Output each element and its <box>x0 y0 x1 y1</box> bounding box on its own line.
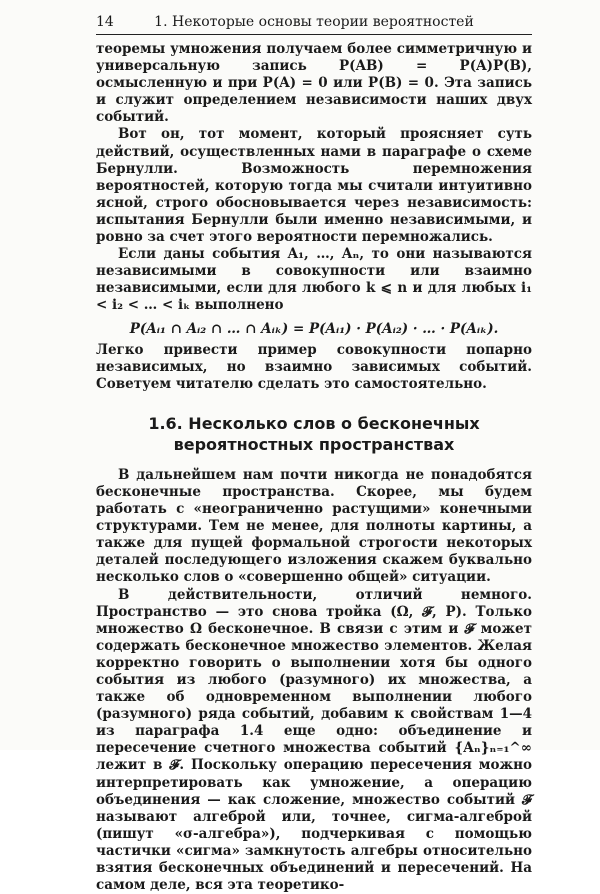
formula: P(Aᵢ₁ ∩ Aᵢ₂ ∩ … ∩ Aᵢₖ) = P(Aᵢ₁) · P(Aᵢ₂) · … · P(Aᵢₖ). <box>129 320 499 337</box>
running-header <box>96 12 532 35</box>
paragraph: В действительности, отличий немного. Пространство — это снова тройка (Ω, 𝓕, P). Только множество Ω бесконечное. В связи с этим и 𝓕 может содержать бесконечное множество элементов. Желая корректно говорить о выполнении хотя бы одного события из любого (разумного) их множества, а также об одновременном выполнении любого (разумного) ряда событий, добавим к свойствам 1—4 из параграфа 1.4 еще одно: объединение и пересечение счетного множества событий {Aₙ}ₙ₌₁^∞ лежит в 𝓕. Поскольку операцию пересечения можно интерпретировать как умножение, а операцию объединения — как сложение, множество событий 𝓕 называют алгеброй или, точнее, сигма-алгеброй (пишут «σ-алгебра»), подчеркивая с помощью частички «сигма» замкнутость алгебры относительно взятия бесконечных объединений и пересечений. На самом деле, вся эта теоретико- <box>96 586 532 894</box>
paragraph: В дальнейшем нам почти никогда не понадобятся бесконечные пространства. Скорее, мы будем работать с «неограниченно растущими» конечными структурами. Тем не менее, для полноты картины, а также для пущей формальной строгости некоторых деталей последующего изложения скажем буквально несколько слов о «совершенно общей» ситуации. <box>96 466 532 586</box>
paragraph: Если даны события A₁, …, Aₙ, то они называются независимыми в совокупности или взаимно независимыми, если для любого k ⩽ n и для любых i₁ < i₂ < … < iₖ выполнено <box>96 246 532 314</box>
paragraph: Вот он, тот момент, который проясняет суть действий, осуществленных нами в параграфе о схеме Бернулли. Возможность перемножения вероятностей, которую тогда мы считали интуитивно ясной, строго обосновывается через независимость: испытания Бернулли были именно независимыми, и ровно за счет этого вероятности перемножались. <box>96 126 532 246</box>
page-number: 14 <box>96 14 114 30</box>
paragraph: Легко привести пример совокупности попарно независимых, но взаимно зависимых событий. Советуем читателю сделать это самостоятельно. <box>96 341 532 392</box>
chapter-title: 1. Некоторые основы теории вероятностей <box>154 14 474 30</box>
page-body <box>96 41 532 894</box>
section-heading: 1.6. Несколько слов о бесконечных вероятностных пространствах <box>148 413 480 454</box>
paragraph: теоремы умножения получаем более симметричную и универсальную запись P(AB) = P(A)P(B), осмысленную и при P(A) = 0 или P(B) = 0. Эта запись и служит определением независимости наших двух событий. <box>96 41 532 126</box>
